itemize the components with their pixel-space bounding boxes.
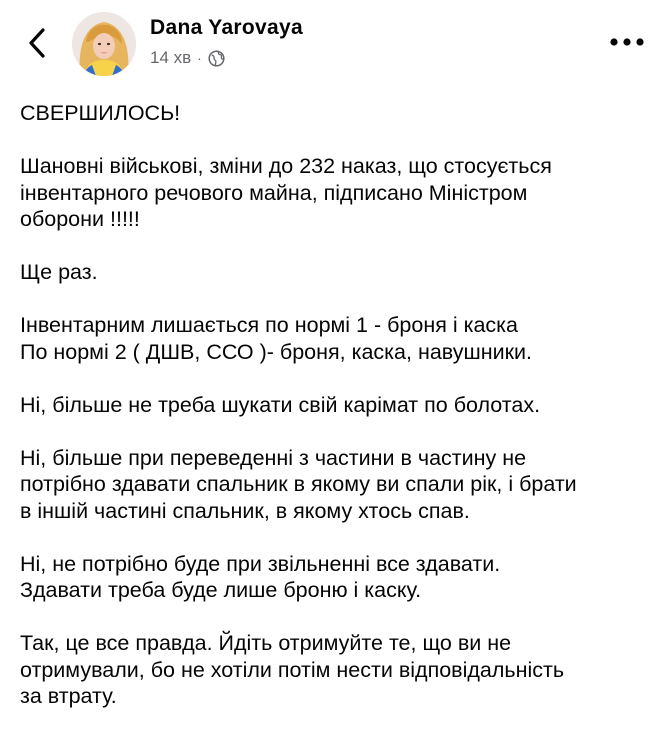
paragraph-gap — [20, 365, 650, 392]
post-line: Так, це все правда. Йдіть отримуйте те, що ви не — [20, 631, 512, 655]
avatar-image — [72, 12, 136, 76]
post-line: отримували, бо не хотіли потім нести відповідальність — [20, 657, 565, 682]
globe-icon — [208, 50, 225, 67]
post-paragraph — [20, 392, 650, 419]
post-paragraph — [20, 551, 650, 604]
post-paragraph — [20, 153, 650, 233]
post-line: потрібно здавати спальник в якому ви спали рік, і брати — [20, 472, 577, 496]
post-paragraph — [20, 312, 650, 365]
post-line: По нормі 2 ( ДШВ, ССО )- броня, каска, навушники. — [20, 339, 533, 364]
post-text — [20, 100, 650, 710]
paragraph-gap — [20, 418, 650, 445]
meta-separator: · — [197, 50, 202, 66]
paragraph-gap — [20, 604, 650, 631]
paragraph-gap — [20, 233, 650, 260]
more-dots-icon — [607, 37, 647, 47]
post-line: оборони !!!!! — [20, 207, 140, 231]
post-paragraph — [20, 630, 650, 710]
post-line: Інвентарним лишається по нормі 1 - броня і каска — [20, 313, 519, 337]
post-line: Ще раз. — [20, 260, 98, 284]
avatar[interactable] — [72, 12, 136, 76]
post-line: Ні, більше не треба шукати свій карімат по болотах. — [20, 392, 541, 417]
post-paragraph — [20, 259, 650, 286]
post-line: Здавати треба буде лише броню і каску. — [20, 578, 422, 602]
post-line: Ні, більше при переведенні з частини в частину не — [20, 445, 527, 470]
post-line: в іншій частині спальник, в якому хтось спав. — [20, 498, 470, 523]
post-meta — [150, 48, 225, 68]
post-time[interactable]: 14 хв — [150, 48, 192, 67]
post-header — [0, 0, 667, 86]
paragraph-gap — [20, 286, 650, 313]
post-line: інвентарного речового майна, підписано Міністром — [20, 180, 528, 205]
chevron-left-icon — [26, 27, 48, 59]
post-paragraph — [20, 445, 650, 525]
post-line: Шановні військові, зміни до 232 наказ, що стосується — [20, 154, 552, 178]
post-line: за втрату. — [20, 684, 117, 708]
post-paragraph — [20, 100, 650, 127]
paragraph-gap — [20, 127, 650, 154]
post-line: СВЕРШИЛОСЬ! — [20, 101, 181, 125]
author-name[interactable]: Dana Yarovaya — [150, 16, 303, 39]
post-line: Ні, не потрібно буде при звільненні все здавати. — [20, 551, 501, 576]
more-options-button[interactable] — [604, 28, 650, 56]
back-button[interactable] — [22, 26, 52, 60]
paragraph-gap — [20, 524, 650, 551]
